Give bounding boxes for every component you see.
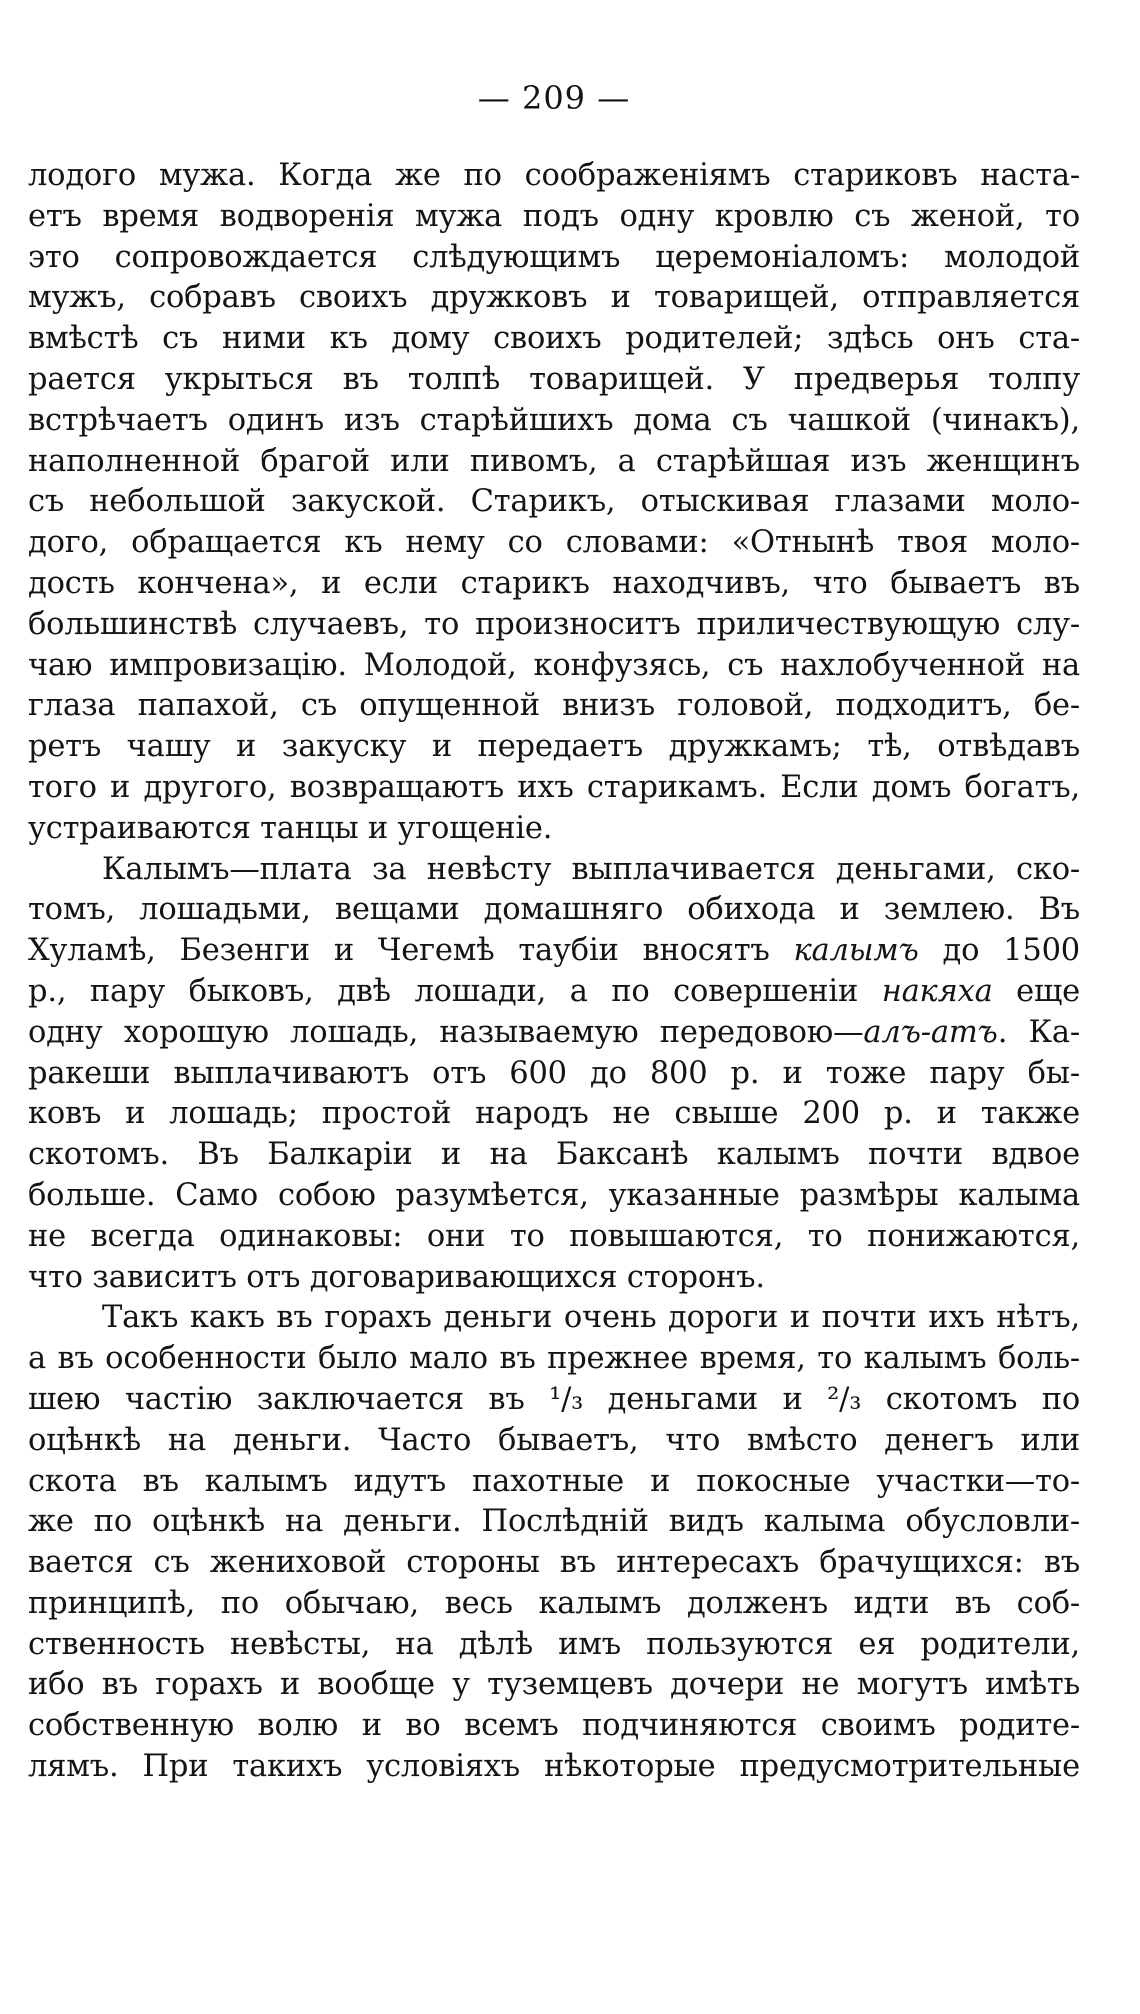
text-line: а въ особенности было мало въ прежнее время, то калымъ боль- [28, 1341, 1080, 1377]
text-fragment: скотомъ по [861, 1381, 1080, 1417]
text-line: съ небольшой закуской. Старикъ, отыскивая глазами моло- [28, 484, 1080, 520]
text-line: не всегда одинаковы: они то повышаются, то понижаются, [28, 1218, 1080, 1254]
paragraph-2 [28, 850, 1080, 1299]
term-al-at: алъ-атъ [863, 1014, 998, 1050]
text-fragment: одну хорошую лошадь, называемую передовою— [28, 1014, 864, 1050]
text-fragment: еще [992, 973, 1080, 1009]
text-line: что зависитъ отъ договаривающихся сторонъ. [28, 1259, 765, 1295]
text-line: глаза папахой, съ опущенной внизъ головой, подходитъ, бе- [28, 688, 1080, 724]
text-line: ракеши выплачиваютъ отъ 600 до 800 р. и тоже пару бы- [28, 1055, 1080, 1091]
text-line: рается укрыться въ толпѣ товарищей. У предверья толпу [28, 361, 1080, 397]
text-line: вается съ жениховой стороны въ интересахъ брачущихся: въ [28, 1545, 1080, 1581]
text-line: етъ время водворенія мужа подъ одну кровлю съ женой, то [28, 198, 1080, 234]
text-line: наполненной брагой или пивомъ, а старѣйшая изъ женщинъ [28, 443, 1080, 479]
text-line: ибо въ горахъ и вообще у туземцевъ дочери не могутъ имѣть [28, 1667, 1080, 1703]
text-line: Такъ какъ въ горахъ деньги очень дороги и почти ихъ нѣтъ, [102, 1300, 1080, 1336]
term-kalym: калымъ [793, 933, 919, 969]
text-line: больше. Само собою разумѣется, указанные размѣры калыма [28, 1177, 1080, 1213]
text-line: томъ, лошадьми, вещами домашняго обихода и землею. Въ [28, 892, 1080, 928]
paragraph-1 [28, 156, 1080, 850]
text-fragment: р., пару быковъ, двѣ лошади, а по совершеніи [28, 973, 882, 1009]
text-line [28, 1380, 1080, 1421]
text-line: большинствѣ случаевъ, то произноситъ приличествующую слу- [28, 606, 1080, 642]
text-fragment: деньгами и [583, 1381, 828, 1417]
fraction-two-thirds: ²/₃ [827, 1381, 862, 1417]
text-line: дость кончена», и если старикъ находчивъ, что бываетъ въ [28, 565, 1080, 601]
text-line: скотомъ. Въ Балкаріи и на Баксанѣ калымъ почти вдвое [28, 1137, 1080, 1173]
text-line [28, 972, 1080, 1013]
text-fragment: Хуламѣ, Безенги и Чегемѣ таубіи вносятъ [28, 933, 794, 969]
text-line: это сопровождается слѣдующимъ церемоніаломъ: молодой [28, 239, 1080, 275]
text-line: вмѣстѣ съ ними къ дому своихъ родителей; здѣсь онъ ста- [28, 321, 1080, 357]
text-line: Калымъ—плата за невѣсту выплачивается деньгами, ско- [102, 851, 1080, 887]
text-line: же по оцѣнкѣ на деньги. Послѣдній видъ калыма обусловли- [28, 1504, 1080, 1540]
text-fragment: до 1500 [918, 933, 1080, 969]
text-line: ретъ чашу и закуску и передаетъ дружкамъ; тѣ, отвѣдавъ [28, 729, 1080, 765]
text-fragment: шею частію заключается въ [28, 1381, 550, 1417]
text-line: оцѣнкѣ на деньги. Часто бываетъ, что вмѣсто денегъ или [28, 1422, 1080, 1458]
paragraph-3 [28, 1298, 1080, 1788]
text-line: лямъ. При такихъ условіяхъ нѣкоторые предусмотрительные [28, 1749, 1080, 1785]
text-fragment: . Ка- [997, 1014, 1080, 1050]
text-line: ственность невѣсты, на дѣлѣ имъ пользуются ея родители, [28, 1626, 1080, 1662]
text-line: встрѣчаетъ одинъ изъ старѣйшихъ дома съ чашкой (чинакъ), [28, 402, 1080, 438]
text-line: принципѣ, по обычаю, весь калымъ долженъ идти въ соб- [28, 1585, 1080, 1621]
text-line: устраиваются танцы и угощеніе. [28, 810, 553, 846]
fraction-one-third: ¹/₃ [549, 1381, 584, 1417]
page-number: — 209 — [477, 79, 631, 117]
text-line: того и другого, возвращаютъ ихъ старикамъ. Если домъ богатъ, [28, 769, 1080, 805]
text-line: собственную волю и во всемъ подчиняются своимъ родите- [28, 1708, 1080, 1744]
term-nakyakha: накяха [881, 973, 993, 1009]
text-line [28, 931, 1080, 972]
text-line: ковъ и лошадь; простой народъ не свыше 200 р. и также [28, 1096, 1080, 1132]
text-line: лодого мужа. Когда же по соображеніямъ стариковъ наста- [28, 158, 1080, 193]
text-line: мужъ, собравъ своихъ дружковъ и товарищей, отправляется [28, 280, 1080, 316]
text-line: чаю импровизацію. Молодой, конфузясь, съ нахлобученной на [28, 647, 1080, 683]
text-line [28, 1013, 1080, 1054]
text-line: дого, обращается къ нему со словами: «Отнынѣ твоя моло- [28, 525, 1080, 561]
text-line: скота въ калымъ идутъ пахотные и покосные участки—то- [28, 1463, 1080, 1499]
